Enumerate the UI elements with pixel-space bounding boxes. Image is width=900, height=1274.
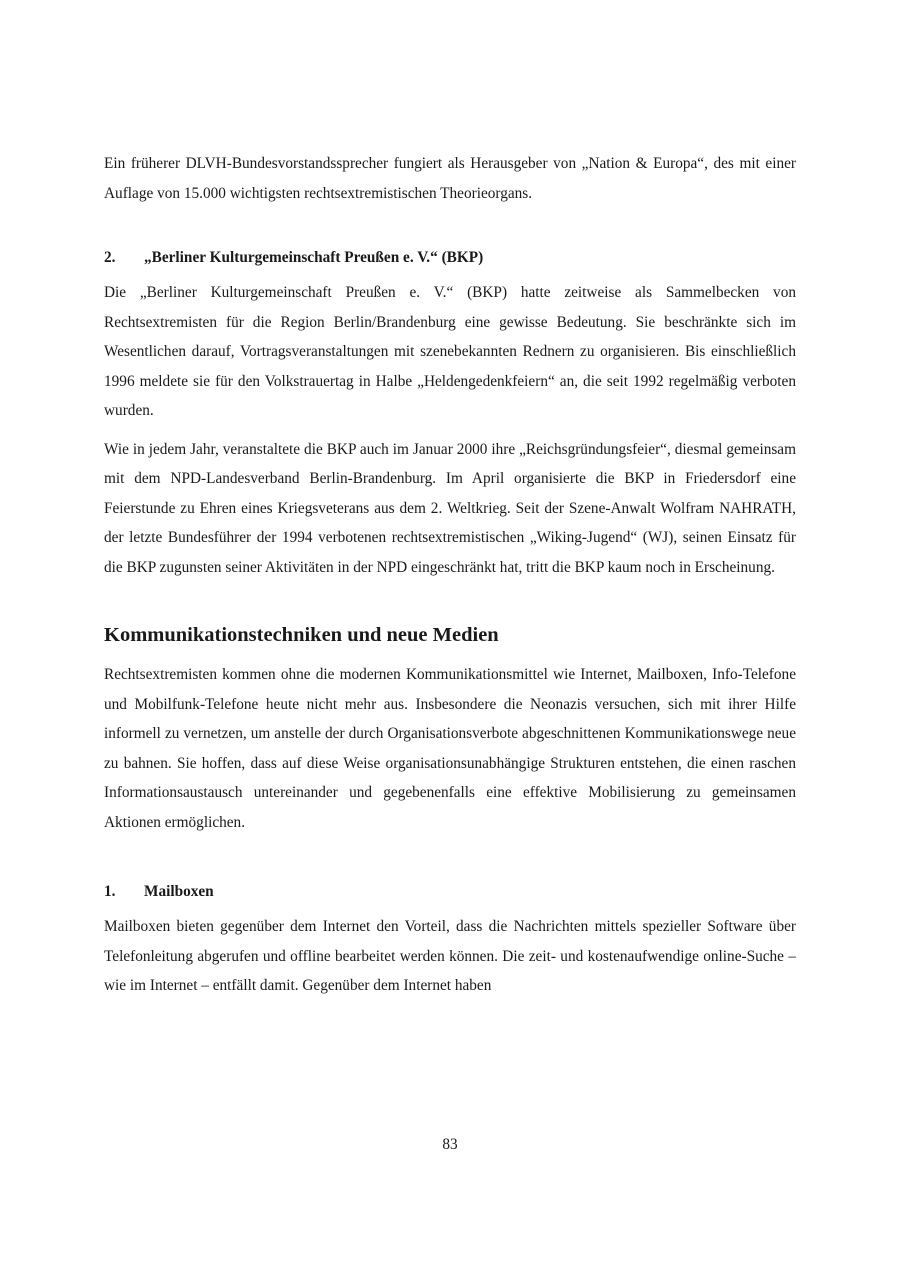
page-number: 83 bbox=[442, 1136, 458, 1153]
heading-mailboxen-number: 1. bbox=[104, 883, 116, 900]
heading-mailboxen-title: Mailboxen bbox=[144, 883, 214, 900]
page-body bbox=[104, 149, 796, 1001]
section-heading-kommunikation: Kommunikationstechniken und neue Medien bbox=[104, 624, 499, 646]
paragraph-bkp-2: Wie in jedem Jahr, veranstaltete die BKP auch im Januar 2000 ihre „Reichsgründungsfeier“, diesmal gemeinsam mit dem NPD-Landesverband Berlin-Brandenburg. Im April organisierte die BKP in Friedersdorf eine Feierstunde zu Ehren eines Kriegsveterans aus dem 2. Weltkrieg. Seit der Szene-Anwalt Wolfram NAHRATH, der letzte Bundesführer der 1994 verbotenen rechtsextremistischen „Wiking-Jugend“ (WJ), seinen Einsatz für die BKP zugunsten seiner Aktivitäten in der NPD eingeschränkt hat, tritt die BKP kaum noch in Erscheinung. bbox=[104, 440, 796, 576]
heading-bkp-number: 2. bbox=[104, 249, 116, 266]
paragraph-bkp-1: Die „Berliner Kulturgemeinschaft Preußen e. V.“ (BKP) hatte zeitweise als Sammelbecken von Rechtsextremisten für die Region Berlin/Brandenburg eine gewisse Bedeutung. Sie beschränkte sich im Wesentlichen darauf, Vortragsveranstaltungen mit szenebekannten Rednern zu organisieren. Bis einschließlich 1996 meldete sie für den Volkstrauertag in Halbe „Heldengedenkfeiern“ an, die seit 1992 regelmäßig verboten wurden. bbox=[104, 284, 796, 419]
paragraph-intro: Ein früherer DLVH-Bundesvorstandssprecher fungiert als Herausgeber von „Nation & Europa“, des mit einer Auflage von 15.000 wichtigsten rechtsextremistischen Theorieorgans. bbox=[104, 155, 796, 202]
heading-bkp-title: „Berliner Kulturgemeinschaft Preußen e. V.“ (BKP) bbox=[144, 249, 484, 266]
paragraph-kommunikation: Rechtsextremisten kommen ohne die modernen Kommunikationsmittel wie Internet, Mailboxen, Info-Telefone und Mobilfunk-Telefone heute nicht mehr aus. Insbesondere die Neonazis versuchen, sich mit ihrer Hilfe informell zu vernetzen, um anstelle der durch Organisationsverbote abgeschnittenen Kommunikationswege neue zu bahnen. Sie hoffen, dass auf diese Weise organisationsunabhängige Strukturen entstehen, die einen raschen Informationsaustausch untereinander und gegebenenfalls eine effektive Mobilisierung zu gemeinsamen Aktionen ermöglichen. bbox=[104, 666, 796, 831]
heading-mailboxen bbox=[104, 881, 796, 903]
paragraph-mailboxen: Mailboxen bieten gegenüber dem Internet den Vorteil, dass die Nachrichten mittels spezieller Software über Telefonleitung abgerufen und offline bearbeitet werden können. Die zeit- und kostenaufwendige online-Suche – wie im Internet – entfällt damit. Gegenüber dem Internet haben bbox=[104, 918, 796, 994]
heading-bkp bbox=[104, 247, 796, 269]
